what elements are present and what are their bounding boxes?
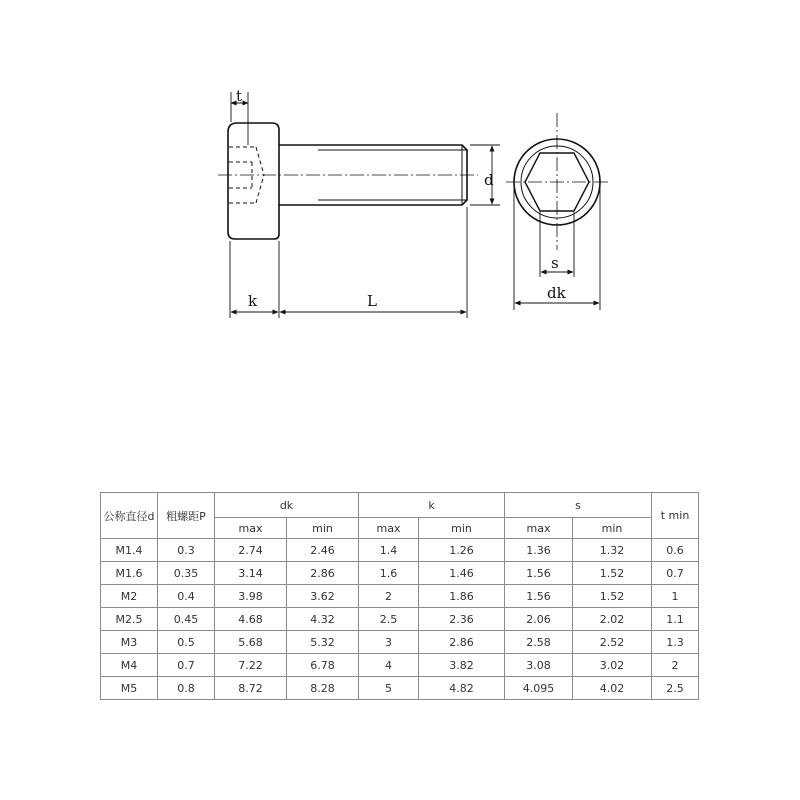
header-t-min: t min xyxy=(652,493,699,539)
subheader-dk-max: max xyxy=(215,518,287,539)
table-cell: 3.08 xyxy=(505,654,573,677)
screw-head-outline xyxy=(228,123,279,239)
subheader-s-min: min xyxy=(573,518,652,539)
table-cell: 4.68 xyxy=(215,608,287,631)
table-cell: 0.3 xyxy=(158,539,215,562)
table-cell: 2.5 xyxy=(652,677,699,700)
table-cell: 3.82 xyxy=(419,654,505,677)
table-row xyxy=(101,539,699,562)
table-cell: M2.5 xyxy=(101,608,158,631)
table-row xyxy=(101,654,699,677)
table-cell: M1.6 xyxy=(101,562,158,585)
table-cell: 8.72 xyxy=(215,677,287,700)
subheader-k-min: min xyxy=(419,518,505,539)
label-k: k xyxy=(248,292,258,310)
table-cell: 2.5 xyxy=(359,608,419,631)
table-cell: 2.02 xyxy=(573,608,652,631)
label-dk: dk xyxy=(547,284,566,302)
table-cell: 1.3 xyxy=(652,631,699,654)
dimension-table xyxy=(100,492,699,700)
label-s: s xyxy=(551,254,559,272)
table-cell: 1.4 xyxy=(359,539,419,562)
table-cell: M3 xyxy=(101,631,158,654)
table-cell: 2.52 xyxy=(573,631,652,654)
table-cell: 1.6 xyxy=(359,562,419,585)
table-cell: 1.56 xyxy=(505,585,573,608)
table-cell: 5 xyxy=(359,677,419,700)
table-cell: 2.46 xyxy=(287,539,359,562)
table-cell: 5.32 xyxy=(287,631,359,654)
table-cell: 3.62 xyxy=(287,585,359,608)
table-cell: 1 xyxy=(652,585,699,608)
label-t: t xyxy=(236,87,243,105)
table-cell: 6.78 xyxy=(287,654,359,677)
table-cell: 2.36 xyxy=(419,608,505,631)
table-cell: 2 xyxy=(359,585,419,608)
table-cell: 4.02 xyxy=(573,677,652,700)
table-cell: 1.56 xyxy=(505,562,573,585)
table-cell: M4 xyxy=(101,654,158,677)
table-cell: 1.46 xyxy=(419,562,505,585)
table-cell: 0.5 xyxy=(158,631,215,654)
table-cell: 0.35 xyxy=(158,562,215,585)
table-cell: 2.06 xyxy=(505,608,573,631)
table-cell: 0.45 xyxy=(158,608,215,631)
table-cell: 4.32 xyxy=(287,608,359,631)
side-view xyxy=(228,123,467,239)
table-cell: 2.86 xyxy=(287,562,359,585)
table-cell: 2.86 xyxy=(419,631,505,654)
table-cell: 1.86 xyxy=(419,585,505,608)
table-cell: 1.1 xyxy=(652,608,699,631)
table-row xyxy=(101,677,699,700)
table-cell: 7.22 xyxy=(215,654,287,677)
table-cell: 1.32 xyxy=(573,539,652,562)
table-cell: 2 xyxy=(652,654,699,677)
table-cell: 2.58 xyxy=(505,631,573,654)
table-cell: 1.26 xyxy=(419,539,505,562)
table-cell: 4 xyxy=(359,654,419,677)
subheader-s-max: max xyxy=(505,518,573,539)
table-cell: 3.98 xyxy=(215,585,287,608)
header-group-s: s xyxy=(505,493,652,518)
table-cell: 0.8 xyxy=(158,677,215,700)
table-cell: M2 xyxy=(101,585,158,608)
table-cell: 0.7 xyxy=(652,562,699,585)
table-cell: 4.095 xyxy=(505,677,573,700)
table-cell: 1.36 xyxy=(505,539,573,562)
table-cell: 1.52 xyxy=(573,562,652,585)
table-cell: 5.68 xyxy=(215,631,287,654)
table-cell: 0.4 xyxy=(158,585,215,608)
table-row xyxy=(101,608,699,631)
header-coarse-pitch: 粗螺距P xyxy=(158,493,215,539)
header-nominal-diameter: 公称直径d xyxy=(101,493,158,539)
table-cell: 1.52 xyxy=(573,585,652,608)
table-cell: 2.74 xyxy=(215,539,287,562)
table-cell: 3.14 xyxy=(215,562,287,585)
subheader-dk-min: min xyxy=(287,518,359,539)
table-cell: 8.28 xyxy=(287,677,359,700)
table-cell: 3.02 xyxy=(573,654,652,677)
table-cell: 0.6 xyxy=(652,539,699,562)
table-cell: M1.4 xyxy=(101,539,158,562)
table-cell: 4.82 xyxy=(419,677,505,700)
table-row xyxy=(101,631,699,654)
table-cell: 0.7 xyxy=(158,654,215,677)
label-L: L xyxy=(367,292,377,310)
table-row xyxy=(101,585,699,608)
table-row xyxy=(101,562,699,585)
table-cell: 3 xyxy=(359,631,419,654)
table-cell: M5 xyxy=(101,677,158,700)
label-d: d xyxy=(484,171,494,189)
header-group-k: k xyxy=(359,493,505,518)
header-group-dk: dk xyxy=(215,493,359,518)
subheader-k-max: max xyxy=(359,518,419,539)
